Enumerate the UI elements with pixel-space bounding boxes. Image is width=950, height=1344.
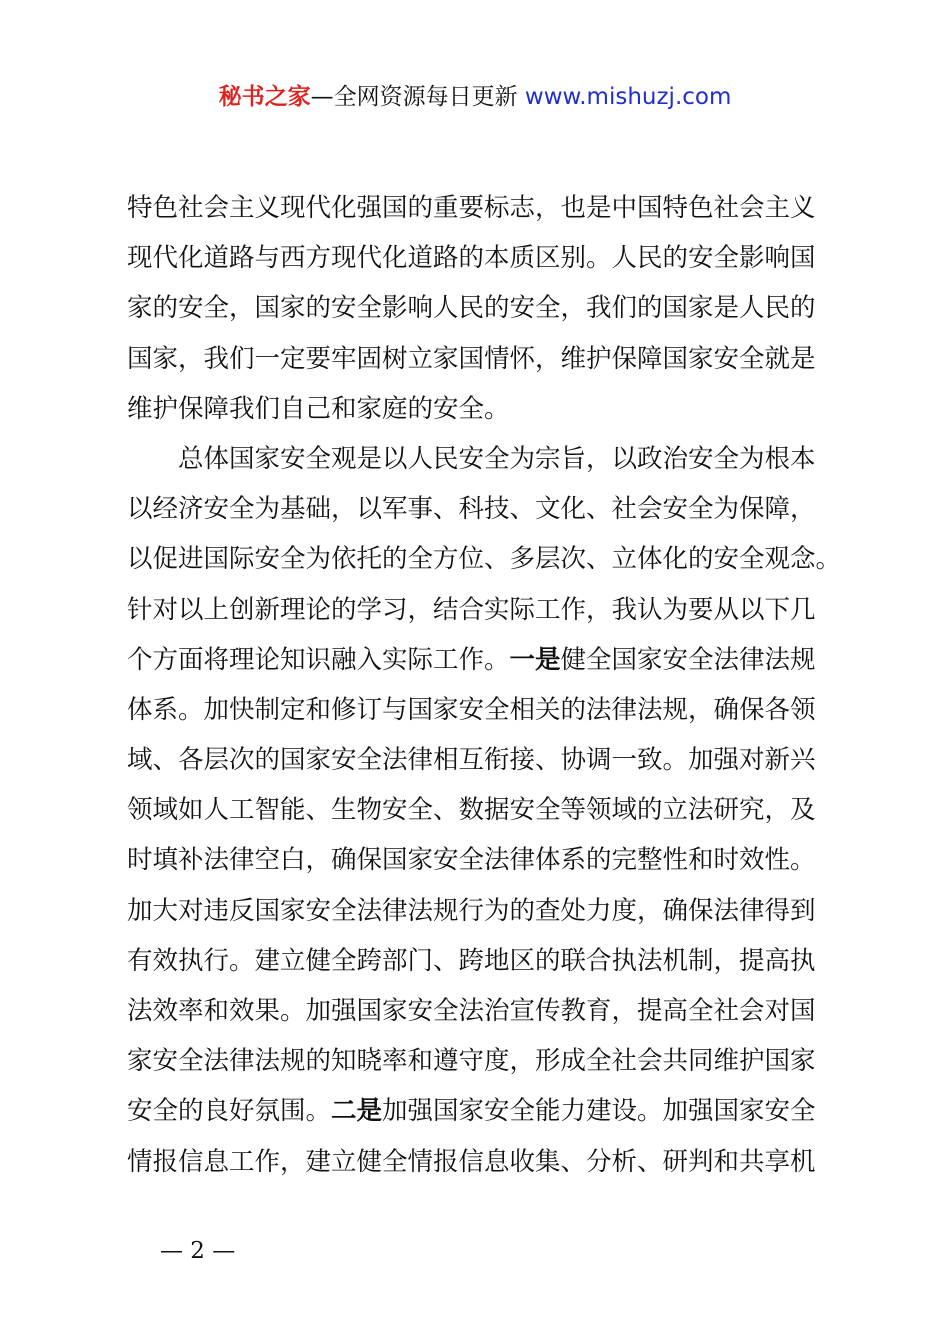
header-tagline: —全网资源每日更新 (310, 84, 525, 110)
text-line: 家安全法律法规的知晓率和遵守度，形成全社会共同维护国家 (127, 1046, 816, 1077)
text-line: 加大对违反国家安全法律法规行为的查处力度，确保法律得到 (127, 895, 816, 926)
text-line: 维护保障我们自己和家庭的安全。 (127, 393, 510, 424)
text-line: 域、各层次的国家安全法律相互衔接、协调一致。加强对新兴 (127, 745, 816, 776)
text-line-with-emphasis (127, 635, 837, 685)
text-line: 家的安全，国家的安全影响人民的安全，我们的国家是人民的 (127, 293, 816, 324)
text-segment: 健全国家安全法律法规 (560, 644, 816, 675)
text-line: 以促进国际安全为依托的全方位、多层次、立体化的安全观念。 (127, 544, 842, 575)
text-segment: 加强国家安全能力建设。加强国家安全 (382, 1096, 816, 1127)
text-line-with-emphasis (127, 1086, 837, 1136)
text-line: 体系。加快制定和修订与国家安全相关的法律法规，确保各领 (127, 694, 816, 725)
emphasis-text: 一是 (509, 644, 561, 675)
text-segment: 安全的良好氛围。 (127, 1096, 332, 1127)
text-line: 特色社会主义现代化强国的重要标志，也是中国特色社会主义 (127, 193, 816, 223)
text-line: 针对以上创新理论的学习，结合实际工作，我认为要从以下几 (127, 594, 816, 625)
text-line: 领域如人工智能、生物安全、数据安全等领域的立法研究，及 (127, 795, 816, 826)
text-segment: 个方面将理论知识融入实际工作。 (127, 644, 510, 675)
paragraph-start-line: 总体国家安全观是以人民安全为宗旨，以政治安全为根本 (178, 443, 816, 474)
text-line: 情报信息工作，建立健全情报信息收集、分析、研判和共享机 (127, 1146, 816, 1177)
emphasis-text: 二是 (331, 1096, 383, 1127)
text-line: 有效执行。建立健全跨部门、跨地区的联合执法机制，提高执 (127, 945, 816, 976)
text-line: 国家，我们一定要牢固树立家国情怀，维护保障国家安全就是 (127, 343, 816, 374)
site-url-link[interactable]: www.mishuzj.com (524, 84, 732, 110)
text-line: 现代化道路与西方现代化道路的本质区别。人民的安全影响国 (127, 243, 816, 274)
body-text (127, 183, 842, 1187)
page-number: — 2 — (160, 1238, 236, 1264)
site-header (0, 82, 950, 112)
text-line: 时填补法律空白，确保国家安全法律体系的完整性和时效性。 (127, 845, 816, 876)
text-line: 法效率和效果。加强国家安全法治宣传教育，提高全社会对国 (127, 996, 816, 1026)
brand-name: 秘书之家 (218, 84, 311, 110)
text-line: 以经济安全为基础，以军事、科技、文化、社会安全为保障， (127, 494, 816, 525)
